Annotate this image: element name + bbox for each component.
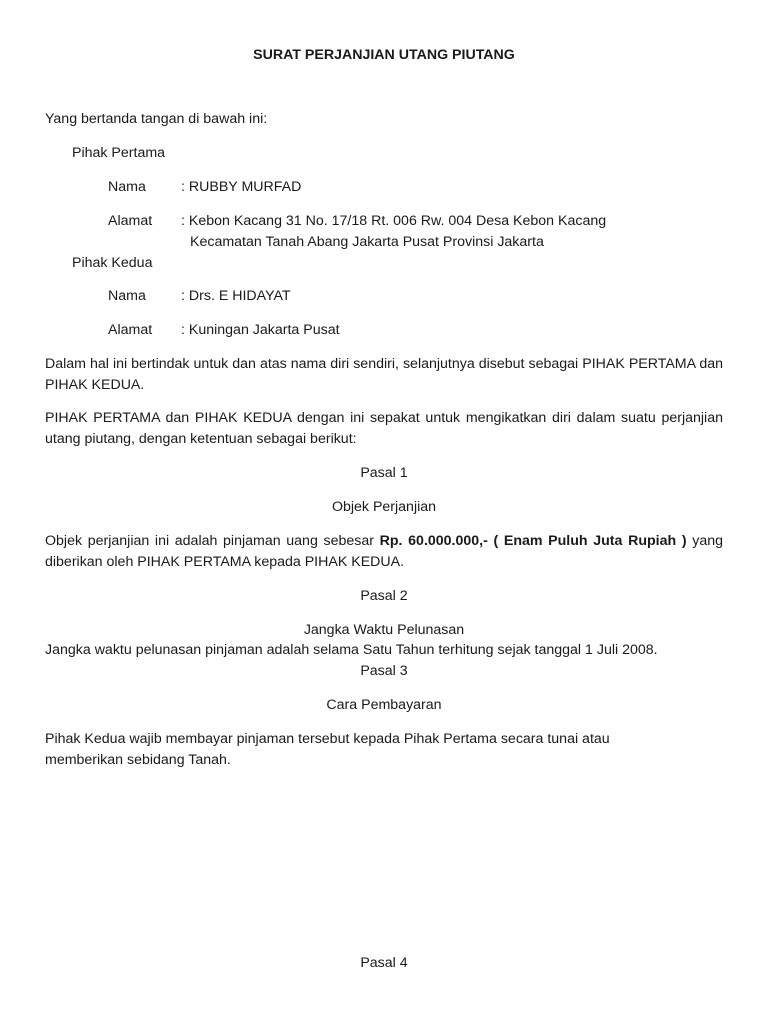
pihak-kedua-heading: Pihak Kedua: [72, 255, 153, 271]
pasal-1-heading: Objek Perjanjian: [331, 499, 437, 515]
pasal-1-text: [45, 531, 723, 572]
pasal-3-text-line2: memberikan sebidang Tanah.: [45, 752, 231, 768]
pihak-kedua-alamat-label: Alamat: [108, 322, 153, 338]
document-title: SURAT PERJANJIAN UTANG PIUTANG: [253, 47, 515, 63]
pihak-pertama-alamat-line1: : Kebon Kacang 31 No. 17/18 Rt. 006 Rw. 004 Desa Kebon Kacang: [181, 213, 607, 229]
pihak-pertama-nama-label: Nama: [108, 179, 146, 195]
pasal-1-number: Pasal 1: [360, 465, 408, 481]
paragraph-agreement: PIHAK PERTAMA dan PIHAK KEDUA dengan ini sepakat untuk mengikatkan diri dalam suatu perjanjian utang piutang, dengan ketentuan sebagai berikut:: [45, 410, 723, 447]
pihak-kedua-nama-value: : Drs. E HIDAYAT: [181, 288, 291, 304]
pihak-pertama-alamat-label: Alamat: [108, 213, 153, 229]
pasal-3-number: Pasal 3: [360, 663, 408, 679]
pihak-kedua-nama-label: Nama: [108, 288, 146, 304]
pasal-2-number: Pasal 2: [360, 588, 408, 604]
pasal-2-text: Jangka waktu pelunasan pinjaman adalah selama Satu Tahun terhitung sejak tanggal 1 Juli 2008.: [45, 642, 658, 658]
pasal-4-number: Pasal 4: [360, 955, 408, 971]
pihak-pertama-nama-value: : RUBBY MURFAD: [181, 179, 302, 195]
paragraph-representation: Dalam hal ini bertindak untuk dan atas nama diri sendiri, selanjutnya disebut sebagai PIHAK PERTAMA dan PIHAK KEDUA.: [45, 356, 723, 393]
pasal-1-text-after: yang diberikan oleh PIHAK PERTAMA kepada PIHAK KEDUA.: [45, 533, 723, 570]
pasal-1-amount: Rp. 60.000.000,- ( Enam Puluh Juta Rupiah ): [379, 533, 687, 549]
pihak-kedua-alamat-value: : Kuningan Jakarta Pusat: [181, 322, 340, 338]
pihak-pertama-heading: Pihak Pertama: [72, 145, 166, 161]
pasal-1-text-before: Objek perjanjian ini adalah pinjaman uang sebesar: [45, 533, 380, 549]
intro-text: Yang bertanda tangan di bawah ini:: [45, 111, 268, 127]
pasal-3-text-line1: Pihak Kedua wajib membayar pinjaman tersebut kepada Pihak Pertama secara tunai atau: [45, 731, 610, 747]
pasal-2-heading: Jangka Waktu Pelunasan: [303, 622, 465, 638]
pihak-pertama-alamat-line2: Kecamatan Tanah Abang Jakarta Pusat Provinsi Jakarta: [190, 234, 544, 250]
pasal-3-heading: Cara Pembayaran: [326, 697, 442, 713]
